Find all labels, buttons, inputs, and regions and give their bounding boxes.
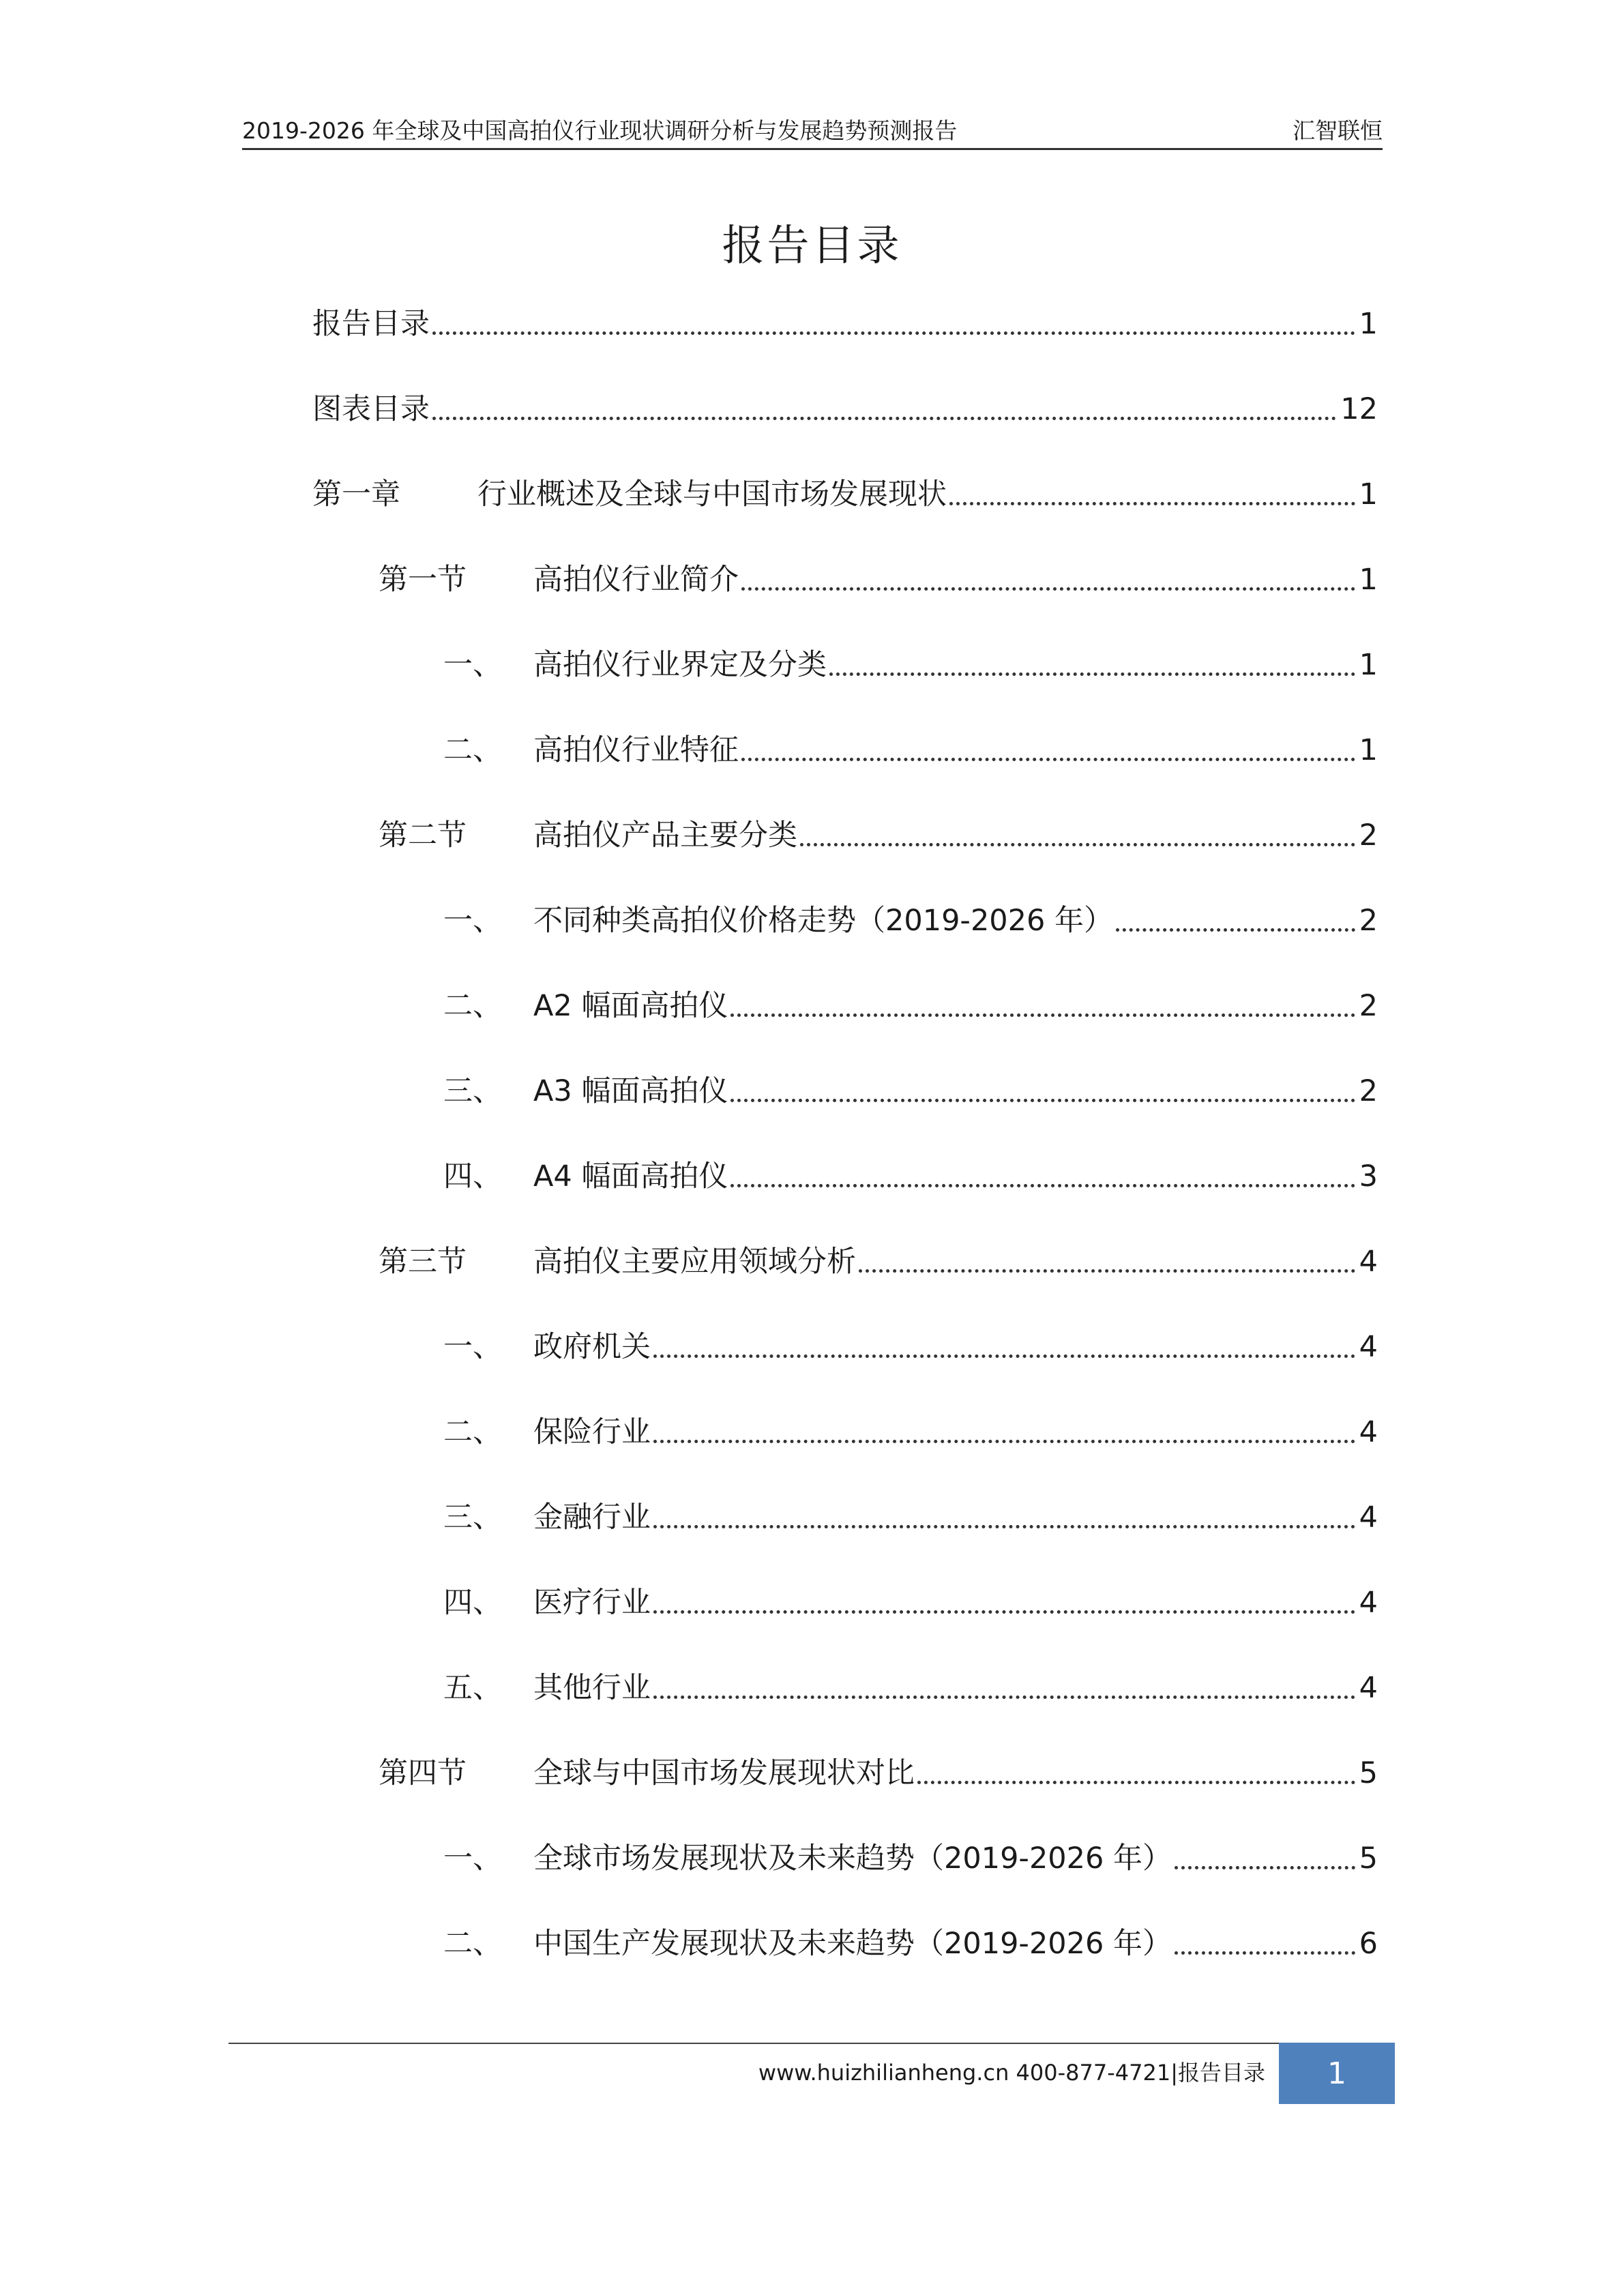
- toc-entry-item[interactable]: [0, 1920, 1624, 1968]
- toc-entry-item[interactable]: [0, 1153, 1624, 1200]
- toc-leader-dots: [653, 1440, 1355, 1443]
- toc-leader-dots: [653, 1525, 1355, 1528]
- toc-entry-marker: 五、: [443, 1671, 502, 1705]
- toc-entry-item[interactable]: [0, 1323, 1624, 1371]
- toc-entry-page: 4: [1359, 1671, 1378, 1705]
- toc-entry-marker: 第一节: [379, 563, 467, 597]
- toc-entry-text: 保险行业: [533, 1415, 651, 1449]
- toc-entry-page: 2: [1359, 818, 1378, 853]
- footer-divider: [228, 2043, 1279, 2044]
- toc-entry-marker: 三、: [443, 1074, 502, 1108]
- toc-entry-page: 2: [1359, 904, 1378, 938]
- toc-leader-dots: [730, 1184, 1355, 1187]
- toc-entry[interactable]: [0, 385, 1624, 433]
- toc-entry-text: 金融行业: [533, 1500, 651, 1535]
- page-number-badge: [1279, 2043, 1395, 2104]
- document-title: 报告目录: [722, 220, 902, 270]
- toc-entry-page: 4: [1359, 1330, 1378, 1364]
- toc-entry-text: 高拍仪行业界定及分类: [533, 648, 827, 682]
- toc-entry-text: 高拍仪行业特征: [533, 733, 739, 767]
- toc-leader-dots: [730, 1013, 1355, 1017]
- toc-leader-dots: [730, 1099, 1355, 1102]
- toc-entry-marker: 第二节: [379, 818, 467, 853]
- toc-entry-text: 高拍仪主要应用领域分析: [533, 1245, 856, 1279]
- toc-leader-dots: [829, 672, 1355, 676]
- toc-entry-text: 其他行业: [533, 1671, 651, 1705]
- toc-entry-page: 1: [1359, 307, 1378, 341]
- header-brand: 汇智联恒: [1293, 117, 1383, 144]
- toc-entry-item[interactable]: [0, 982, 1624, 1030]
- toc-entry-text: 高拍仪行业简介: [533, 563, 739, 597]
- toc-leader-dots: [741, 758, 1355, 761]
- toc-entry-item[interactable]: [0, 1579, 1624, 1627]
- toc-entry-text: 全球与中国市场发展现状对比: [533, 1756, 915, 1790]
- toc-leader-dots: [1116, 928, 1355, 932]
- toc-leader-dots: [949, 502, 1355, 505]
- toc-entry-marker: 二、: [443, 733, 502, 767]
- toc-entry-marker: 一、: [443, 1841, 502, 1876]
- toc-entry-marker: 二、: [443, 1415, 502, 1449]
- toc-entry-section[interactable]: [0, 556, 1624, 604]
- toc-entry-section[interactable]: [0, 1238, 1624, 1286]
- page-header: [242, 115, 1383, 150]
- toc-entry-marker: 一、: [443, 648, 502, 682]
- toc-leader-dots: [432, 417, 1336, 420]
- toc-entry-marker: 一、: [443, 1330, 502, 1364]
- toc-leader-dots: [653, 1610, 1355, 1614]
- toc-entry-item[interactable]: [0, 897, 1624, 945]
- toc-leader-dots: [1175, 1866, 1355, 1869]
- toc-entry-item[interactable]: [0, 726, 1624, 774]
- header-title: 2019-2026 年全球及中国高拍仪行业现状调研分析与发展趋势预测报告: [242, 117, 958, 144]
- toc-entry-item[interactable]: [0, 1835, 1624, 1882]
- toc-entry-marker: 二、: [443, 1927, 502, 1961]
- toc-entry-text: A2 幅面高拍仪: [533, 989, 728, 1023]
- toc-entry-page: 3: [1359, 1159, 1378, 1194]
- toc-entry-page: 1: [1359, 733, 1378, 767]
- toc-entry-marker: 一、: [443, 904, 502, 938]
- toc-entry-marker: 第一章: [312, 477, 400, 512]
- toc-entry-text: A3 幅面高拍仪: [533, 1074, 728, 1108]
- toc-entry-text: 中国生产发展现状及未来趋势（2019-2026 年）: [533, 1927, 1172, 1961]
- toc-entry-text: 全球市场发展现状及未来趋势（2019-2026 年）: [533, 1841, 1172, 1876]
- toc-entry-text: 医疗行业: [533, 1586, 651, 1620]
- toc-leader-dots: [859, 1269, 1355, 1273]
- toc-entry-page: 1: [1359, 648, 1378, 682]
- toc-entry-item[interactable]: [0, 641, 1624, 689]
- toc-leader-dots: [800, 843, 1355, 846]
- toc-entry-page: 6: [1359, 1927, 1378, 1961]
- toc-entry-text: 报告目录: [312, 307, 430, 341]
- toc-entry-section[interactable]: [0, 1749, 1624, 1797]
- toc-entry-text: 不同种类高拍仪价格走势（2019-2026 年）: [533, 904, 1114, 938]
- toc-entry-page: 2: [1359, 1074, 1378, 1108]
- toc-entry-page: 1: [1359, 563, 1378, 597]
- toc-entry-item[interactable]: [0, 1494, 1624, 1541]
- toc-entry-marker: 第三节: [379, 1245, 467, 1279]
- toc-entry-page: 4: [1359, 1500, 1378, 1535]
- toc-entry-section[interactable]: [0, 812, 1624, 859]
- toc-entry-page: 4: [1359, 1415, 1378, 1449]
- toc-entry-text: A4 幅面高拍仪: [533, 1159, 728, 1194]
- toc-leader-dots: [653, 1354, 1355, 1358]
- toc-entry-page: 1: [1359, 477, 1378, 512]
- toc-entry-item[interactable]: [0, 1067, 1624, 1115]
- toc-entry-page: 4: [1359, 1245, 1378, 1279]
- toc-entry-marker: 三、: [443, 1500, 502, 1535]
- toc-entry-text: 图表目录: [312, 392, 430, 426]
- toc-entry-text: 政府机关: [533, 1330, 651, 1364]
- toc-entry-page: 5: [1359, 1756, 1378, 1790]
- toc-entry-chapter[interactable]: [0, 471, 1624, 518]
- toc-leader-dots: [432, 331, 1355, 335]
- toc-entry-text: 高拍仪产品主要分类: [533, 818, 797, 853]
- toc-entry-page: 2: [1359, 989, 1378, 1023]
- toc-leader-dots: [917, 1781, 1355, 1784]
- toc-leader-dots: [653, 1696, 1355, 1699]
- toc-entry-marker: 二、: [443, 989, 502, 1023]
- toc-entry-page: 4: [1359, 1586, 1378, 1620]
- toc-entry-marker: 四、: [443, 1586, 502, 1620]
- toc-entry-item[interactable]: [0, 1408, 1624, 1456]
- toc-entry-marker: 第四节: [379, 1756, 467, 1790]
- toc-entry-page: 5: [1359, 1841, 1378, 1876]
- toc-entry-page: 12: [1340, 392, 1378, 426]
- toc-leader-dots: [1175, 1951, 1355, 1955]
- toc-entry-item[interactable]: [0, 1664, 1624, 1712]
- toc-entry[interactable]: [0, 300, 1624, 348]
- toc-entry-text: 行业概述及全球与中国市场发展现状: [477, 477, 947, 512]
- toc-entry-marker: 四、: [443, 1159, 502, 1194]
- page-number: 1: [1327, 2056, 1346, 2091]
- toc-leader-dots: [741, 587, 1355, 591]
- footer-contact: www.huizhilianheng.cn 400-877-4721|报告目录: [758, 2060, 1265, 2086]
